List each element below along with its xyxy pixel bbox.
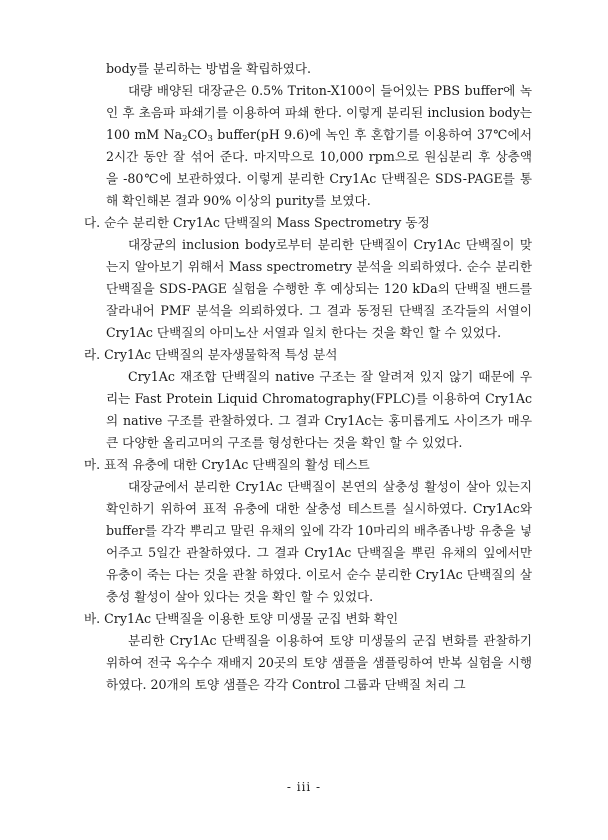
heading-ra-text: 라. Cry1Ac 단백질의 분자생물학적 특성 분석 xyxy=(84,347,338,362)
paragraph-inclusion-body-part-b: CO xyxy=(187,127,208,142)
heading-ma-text: 마. 표적 유충에 대한 Cry1Ac 단백질의 활성 테스트 xyxy=(84,457,370,472)
paragraph-inclusion-body xyxy=(84,80,532,212)
heading-ma xyxy=(84,454,532,476)
heading-ba xyxy=(84,608,532,630)
heading-da-text: 다. 순수 분리한 Cry1Ac 단백질의 Mass Spectrometry 동정 xyxy=(84,215,430,230)
paragraph-mass-spectrometry xyxy=(84,234,532,344)
paragraph-soil-microbes xyxy=(84,630,532,696)
heading-da xyxy=(84,212,532,234)
paragraph-inclusion-body-part-a: 대량 배양된 대장균은 0.5% Triton-X100이 들어있는 PBS buffer에 녹인 후 초음파 파쇄기를 이용하여 파쇄 한다. 이렇게 분리된 inclusion body는 100 mM Na xyxy=(106,83,532,142)
intro-line-text: body를 분리하는 방법을 확립하였다. xyxy=(106,61,311,76)
page-number: - iii - xyxy=(286,780,322,794)
heading-ra xyxy=(84,344,532,366)
subscript-three: 3 xyxy=(207,134,213,144)
paragraph-inclusion-body-part-c: buffer(pH 9.6)에 녹인 후 혼합기를 이용하여 37℃에서 2시간 동안 잘 섞어 준다. 마지막으로 10,000 rpm으로 원심분리 후 상층액을 -80℃에 보관하였다. 이렇게 분리한 Cry1Ac 단백질은 SDS-PAGE를 통해 확인해본 결과 90% 이상의 purity를 보였다. xyxy=(106,127,532,208)
paragraph-activity-test-text: 대장균에서 분리한 Cry1Ac 단백질이 본연의 살충성 활성이 살아 있는지 확인하기 위하여 표적 유충에 대한 살충성 테스트를 실시하였다. Cry1Ac와 buffer를 각각 뿌리고 말린 유채의 잎에 각각 10마리의 배추좀나방 유충을 넣어주고 5일간 관찰하였다. 그 결과 Cry1Ac 단백질을 뿌린 유채의 잎에서만 유충이 죽는 다는 것을 관찰 하였다. 이로서 순수 분리한 Cry1Ac 단백질의 살충성 활성이 살아 있다는 것을 확인 할 수 있었다. xyxy=(106,479,532,604)
paragraph-molecular-analysis xyxy=(84,366,532,454)
paragraph-activity-test xyxy=(84,476,532,608)
subscript-two: 2 xyxy=(182,134,188,144)
paragraph-molecular-analysis-text: Cry1Ac 재조합 단백질의 native 구조는 잘 알려져 있지 않기 때문에 우리는 Fast Protein Liquid Chromatography(FPLC)를 이용하여 Cry1Ac의 native 구조를 관찰하였다. 그 결과 Cry1Ac는 홍미롭게도 사이즈가 매우 큰 다양한 올리고머의 구조를 형성한다는 것을 확인 할 수 있었다. xyxy=(106,369,532,450)
intro-line xyxy=(84,58,532,80)
body-text xyxy=(84,58,532,696)
paragraph-soil-microbes-text: 분리한 Cry1Ac 단백질을 이용하여 토양 미생물의 군집 변화를 관찰하기 위하여 전국 옥수수 재배지 20곳의 토양 샘플을 샘플링하여 반복 실험을 시행하였다. 20개의 토양 샘플은 각각 Control 그룹과 단백질 처리 그 xyxy=(106,633,532,692)
heading-ba-text: 바. Cry1Ac 단백질을 이용한 토양 미생물 군집 변화 확인 xyxy=(84,611,399,626)
paragraph-mass-spectrometry-text: 대장균의 inclusion body로부터 분리한 단백질이 Cry1Ac 단백질이 맞는지 알아보기 위해서 Mass spectrometry 분석을 의뢰하였다. 순수 분리한 단백질을 SDS-PAGE 실험을 수행한 후 예상되는 120 kDa의 단백질 밴드를 잘라내어 PMF 분석을 의뢰하였다. 그 결과 동정된 단백질 조각들의 서열이 Cry1Ac 단백질의 아미노산 서열과 일치 한다는 것을 확인 할 수 있었다. xyxy=(106,237,532,340)
